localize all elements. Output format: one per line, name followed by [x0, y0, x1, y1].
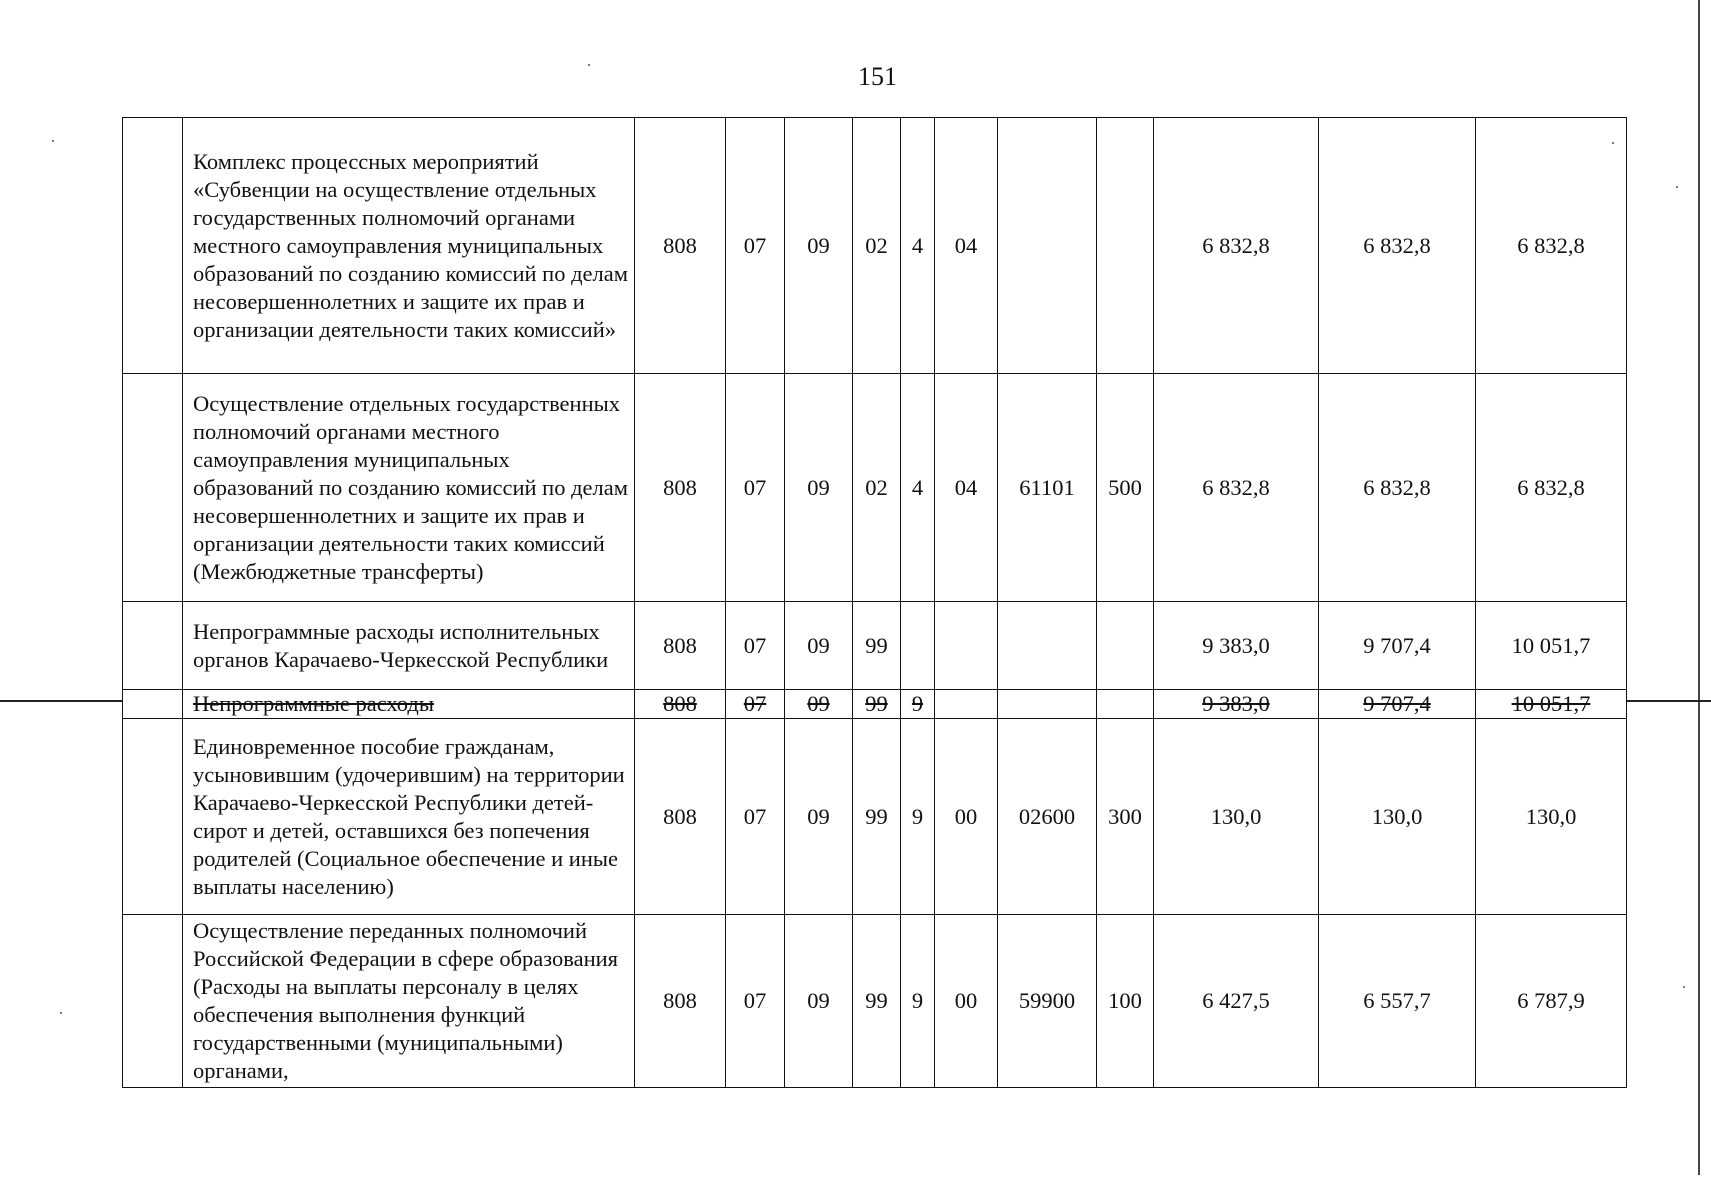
- section-code: 07: [726, 374, 785, 602]
- amount-year-2: 6 832,8: [1319, 374, 1476, 602]
- target-article-type: 9: [901, 690, 935, 719]
- subsection-code: 09: [785, 374, 853, 602]
- target-article-type: 9: [901, 719, 935, 915]
- target-article-program: 02: [853, 118, 901, 374]
- table-row: [123, 374, 1627, 602]
- strike-line-left: [0, 700, 122, 702]
- target-article-program: 02: [853, 374, 901, 602]
- row-name: Непрограммные расходы: [183, 690, 635, 719]
- amount-year-2: 130,0: [1319, 719, 1476, 915]
- amount-year-2: 9 707,4: [1319, 690, 1476, 719]
- amount-year-2: 6 557,7: [1319, 915, 1476, 1088]
- target-article-direction: [998, 602, 1097, 690]
- ministry-code: 808: [635, 690, 726, 719]
- subsection-code: 09: [785, 719, 853, 915]
- section-code: 07: [726, 915, 785, 1088]
- target-article-program: 99: [853, 690, 901, 719]
- scan-speck: [1676, 186, 1678, 188]
- section-code: 07: [726, 690, 785, 719]
- subsection-code: 09: [785, 690, 853, 719]
- table-row: [123, 602, 1627, 690]
- row-name: Комплекс процессных мероприятий «Субвенции на осуществление отдельных государственных полномочий органами местного самоуправления муниципальных образований по созданию комиссий по делам несовершеннолетних и защите их прав и организации деятельности таких комиссий»: [183, 118, 635, 374]
- amount-year-1: 6 832,8: [1154, 374, 1319, 602]
- expense-type: [1097, 690, 1154, 719]
- section-code: 07: [726, 118, 785, 374]
- amount-year-3: 6 832,8: [1476, 374, 1627, 602]
- row-name: Осуществление отдельных государственных полномочий органами местного самоуправления муниципальных образований по созданию комиссий по делам несовершеннолетних и защите их прав и организации деятельности таких комиссий (Межбюджетные трансферты): [183, 374, 635, 602]
- scan-speck: [52, 140, 54, 142]
- strike-line-right: [1626, 700, 1711, 702]
- expense-type: [1097, 118, 1154, 374]
- amount-year-1: 6 427,5: [1154, 915, 1319, 1088]
- row-name: Осуществление переданных полномочий Российской Федерации в сфере образования (Расходы на выплаты персоналу в целях обеспечения выполнения функций государственными (муниципальными) органами,: [183, 915, 635, 1088]
- ministry-code: 808: [635, 118, 726, 374]
- expense-type: 500: [1097, 374, 1154, 602]
- expense-type: [1097, 602, 1154, 690]
- target-article-event: 00: [935, 915, 998, 1088]
- amount-year-2: 9 707,4: [1319, 602, 1476, 690]
- expense-type: 100: [1097, 915, 1154, 1088]
- target-article-direction: [998, 118, 1097, 374]
- row-index-cell: [123, 690, 183, 719]
- row-index-cell: [123, 118, 183, 374]
- scan-speck: [1683, 986, 1685, 988]
- target-article-program: 99: [853, 719, 901, 915]
- table-row: [123, 915, 1627, 1088]
- amount-year-3: 10 051,7: [1476, 690, 1627, 719]
- amount-year-1: 130,0: [1154, 719, 1319, 915]
- amount-year-1: 9 383,0: [1154, 690, 1319, 719]
- section-code: 07: [726, 719, 785, 915]
- budget-table: [122, 117, 1627, 1088]
- target-article-program: 99: [853, 915, 901, 1088]
- amount-year-1: 6 832,8: [1154, 118, 1319, 374]
- ministry-code: 808: [635, 915, 726, 1088]
- subsection-code: 09: [785, 602, 853, 690]
- right-margin-rule: [1698, 0, 1700, 1175]
- target-article-event: [935, 690, 998, 719]
- target-article-event: 00: [935, 719, 998, 915]
- row-index-cell: [123, 719, 183, 915]
- scan-speck: [60, 1012, 62, 1014]
- row-index-cell: [123, 915, 183, 1088]
- target-article-event: 04: [935, 118, 998, 374]
- target-article-program: 99: [853, 602, 901, 690]
- target-article-direction: 61101: [998, 374, 1097, 602]
- amount-year-2: 6 832,8: [1319, 118, 1476, 374]
- ministry-code: 808: [635, 719, 726, 915]
- target-article-type: 4: [901, 118, 935, 374]
- amount-year-3: 10 051,7: [1476, 602, 1627, 690]
- expense-type: 300: [1097, 719, 1154, 915]
- section-code: 07: [726, 602, 785, 690]
- subsection-code: 09: [785, 118, 853, 374]
- target-article-direction: [998, 690, 1097, 719]
- ministry-code: 808: [635, 374, 726, 602]
- target-article-direction: 59900: [998, 915, 1097, 1088]
- amount-year-3: 130,0: [1476, 719, 1627, 915]
- table-row-struck: [123, 690, 1627, 719]
- table-row: [123, 719, 1627, 915]
- target-article-type: 4: [901, 374, 935, 602]
- target-article-type: 9: [901, 915, 935, 1088]
- target-article-event: 04: [935, 374, 998, 602]
- row-name: Непрограммные расходы исполнительных органов Карачаево-Черкесской Республики: [183, 602, 635, 690]
- target-article-type: [901, 602, 935, 690]
- page-number: 151: [858, 62, 897, 91]
- target-article-direction: 02600: [998, 719, 1097, 915]
- ministry-code: 808: [635, 602, 726, 690]
- row-index-cell: [123, 602, 183, 690]
- amount-year-3: 6 832,8: [1476, 118, 1627, 374]
- row-name: Единовременное пособие гражданам, усыновившим (удочерившим) на территории Карачаево-Черкесской Республики детей-сирот и детей, оставшихся без попечения родителей (Социальное обеспечение и иные выплаты населению): [183, 719, 635, 915]
- amount-year-3: 6 787,9: [1476, 915, 1627, 1088]
- target-article-event: [935, 602, 998, 690]
- amount-year-1: 9 383,0: [1154, 602, 1319, 690]
- subsection-code: 09: [785, 915, 853, 1088]
- row-index-cell: [123, 374, 183, 602]
- table-row: [123, 118, 1627, 374]
